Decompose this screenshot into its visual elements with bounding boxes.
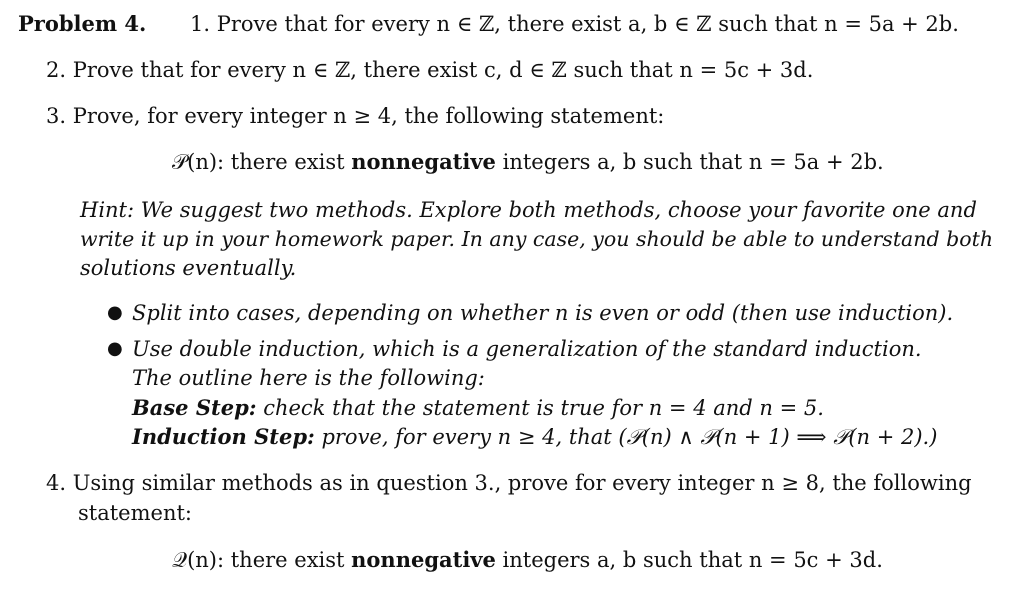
induction-step-text: prove, for every n ≥ 4, that (𝒫(n) ∧ 𝒫(n + 1) ⟹ 𝒫(n + 2).) [314, 425, 938, 449]
part-1 [190, 10, 959, 38]
bullet-2-line-1: Use double induction, which is a generalization of the standard induction. [132, 337, 922, 361]
part-1-text: Prove that for every n ∈ ℤ, there exist a, b ∈ ℤ such that n = 5a + 2b. [216, 12, 959, 36]
statement-p-bold: nonnegative [351, 149, 496, 174]
part-2-text: Prove that for every n ∈ ℤ, there exist c, d ∈ ℤ such that n = 5c + 3d. [72, 58, 814, 82]
statement-p-prefix: 𝒫(n): there exist [172, 150, 352, 174]
hint-line-3: solutions eventually. [80, 256, 297, 280]
statement-q [172, 546, 883, 574]
part-2-number: 2. [46, 58, 67, 82]
induction-step-label: Induction Step: [132, 424, 315, 449]
part-4-line-1: Using similar methods as in question 3., prove for every integer n ≥ 8, the following [72, 471, 972, 495]
part-3 [46, 102, 664, 130]
statement-p [172, 148, 884, 176]
problem-heading: Problem 4. [18, 11, 147, 36]
induction-step [132, 423, 937, 451]
bullet-1-text: Split into cases, depending on whether n is even or odd (then use induction). [132, 301, 954, 325]
hint-line-1: Hint: We suggest two methods. Explore both methods, choose your favorite one and [80, 198, 977, 222]
part-1-number: 1. [190, 12, 211, 36]
statement-q-bold: nonnegative [351, 547, 496, 572]
bullet-2-dot: ● [107, 338, 123, 359]
statement-p-suffix: integers a, b such that n = 5a + 2b. [495, 150, 884, 174]
part-3-text: Prove, for every integer n ≥ 4, the following statement: [72, 104, 665, 128]
part-3-number: 3. [46, 104, 67, 128]
statement-q-prefix: 𝒬(n): there exist [172, 548, 352, 572]
part-4-number: 4. [46, 471, 67, 495]
hint-line-2: write it up in your homework paper. In any case, you should be able to understand both [80, 227, 994, 251]
bullet-1-dot: ● [107, 302, 123, 323]
statement-q-suffix: integers a, b such that n = 5c + 3d. [495, 548, 883, 572]
part-4 [46, 469, 972, 497]
base-step-label: Base Step: [132, 395, 257, 420]
part-4-line-2: statement: [78, 501, 192, 525]
bullet-2-line-2: The outline here is the following: [132, 366, 485, 390]
base-step-text: check that the statement is true for n = 4 and n = 5. [256, 396, 824, 420]
part-2 [46, 56, 813, 84]
base-step [132, 394, 824, 422]
